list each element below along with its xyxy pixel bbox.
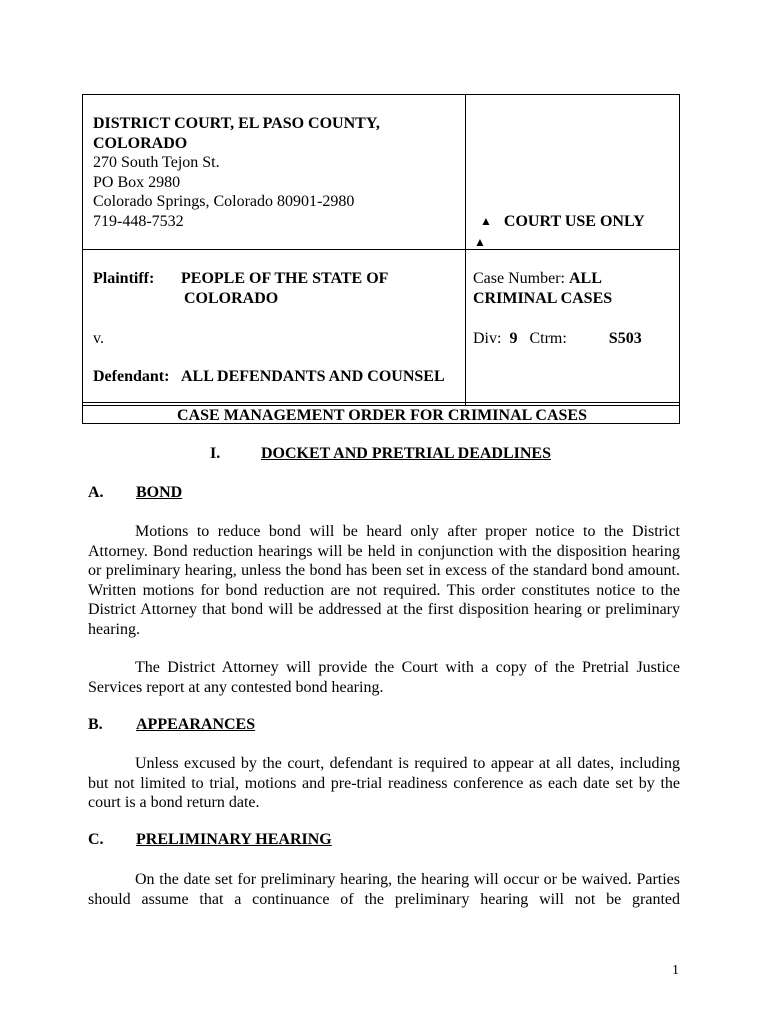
caption-title-border-top bbox=[83, 402, 679, 403]
plaintiff-name-line-2: COLORADO bbox=[184, 289, 279, 307]
court-phone: 719-448-7532 bbox=[93, 212, 184, 230]
div-label: Div: bbox=[473, 330, 502, 347]
up-triangle-icon: ▲ bbox=[480, 214, 492, 228]
court-use-only-block bbox=[465, 212, 680, 253]
case-number-value: ALL bbox=[568, 270, 602, 287]
up-triangle-icon: ▲ bbox=[474, 234, 486, 249]
page-number: 1 bbox=[672, 963, 679, 978]
plaintiff-label: Plaintiff: bbox=[93, 270, 155, 287]
court-name-line-2: COLORADO bbox=[93, 134, 188, 152]
defendant-label: Defendant: bbox=[93, 368, 170, 385]
section-heading bbox=[210, 445, 551, 463]
plaintiff-name-line-1: PEOPLE OF THE STATE OF bbox=[181, 270, 389, 287]
bond-paragraph-2: The District Attorney will provide the Court with a copy of the Pretrial Justice Services report at any contested bond hearing. bbox=[88, 659, 680, 696]
plaintiff-name bbox=[181, 269, 388, 308]
section-title: DOCKET AND PRETRIAL DEADLINES bbox=[261, 445, 551, 462]
subsection-letter: B. bbox=[88, 716, 103, 733]
case-number-value-line-2: CRIMINAL CASES bbox=[473, 289, 613, 307]
subsection-heading-bond bbox=[88, 484, 182, 502]
case-caption-table bbox=[82, 94, 680, 424]
defendant-name: ALL DEFENDANTS AND COUNSEL bbox=[181, 368, 445, 385]
subsection-heading-preliminary-hearing bbox=[88, 831, 332, 849]
subsection-letter: C. bbox=[88, 831, 104, 848]
bond-paragraph-1: Motions to reduce bond will be heard only after proper notice to the District Attorney. Bond reduction hearings will be held in conjunction with the disposition hearing or preliminary hearing, unless the bond has been set in excess of the standard bond amount. Written motions for bond reduction are not required. This order constitutes notice to the District Attorney that bond will be addressed at the first disposition hearing or preliminary hearing. bbox=[88, 523, 680, 638]
court-city: Colorado Springs, Colorado 80901-2980 bbox=[93, 193, 355, 210]
case-number-label: Case Number: bbox=[473, 270, 565, 287]
court-po-box: PO Box 2980 bbox=[93, 173, 181, 191]
section-number: I. bbox=[210, 445, 221, 462]
subsection-heading-appearances bbox=[88, 716, 255, 734]
ctrm-value: S503 bbox=[608, 330, 642, 347]
court-address-block bbox=[93, 114, 380, 231]
versus-label: v. bbox=[93, 330, 104, 347]
subsection-letter: A. bbox=[88, 484, 104, 501]
preliminary-hearing-paragraph: On the date set for preliminary hearing, the hearing will occur or be waived. Parties should assume that a continuance of the preliminary hearing will not be granted bbox=[88, 871, 680, 908]
court-use-only-label: COURT USE ONLY bbox=[503, 213, 645, 230]
subsection-title: PRELIMINARY HEARING bbox=[136, 831, 332, 848]
subsection-title: APPEARANCES bbox=[136, 716, 256, 733]
court-name-line-1: DISTRICT COURT, EL PASO COUNTY, bbox=[93, 115, 380, 132]
division-courtroom-line bbox=[473, 329, 642, 349]
div-value: 9 bbox=[509, 330, 518, 347]
case-number-block bbox=[473, 269, 612, 308]
court-street: 270 South Tejon St. bbox=[93, 154, 220, 171]
order-title: CASE MANAGEMENT ORDER FOR CRIMINAL CASES bbox=[177, 407, 587, 424]
subsection-title: BOND bbox=[136, 484, 183, 501]
ctrm-label: Ctrm: bbox=[529, 330, 567, 347]
appearances-paragraph: Unless excused by the court, defendant is required to appear at all dates, including but not limited to trial, motions and pre-trial readiness conference as each date set by the court is a bond return date. bbox=[88, 755, 680, 811]
